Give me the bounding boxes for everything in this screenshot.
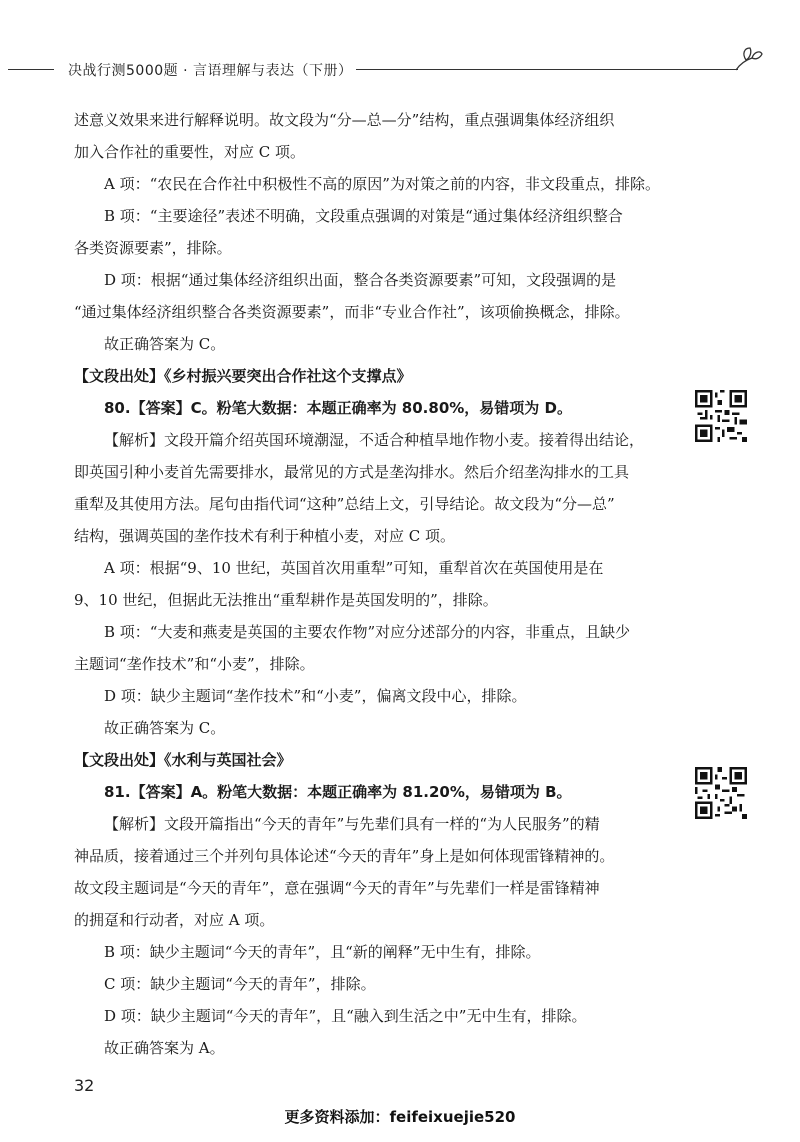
paragraph-line: 的拥趸和行动者，对应 A 项。 bbox=[74, 911, 275, 929]
paragraph-line: 重犁及其使用方法。尾句由指代词“这种”总结上文，引导结论。故文段为“分—总” bbox=[74, 495, 615, 513]
paragraph-line: 述意义效果来进行解释说明。故文段为“分—总—分”结构，重点强调集体经济组织 bbox=[74, 111, 615, 129]
qr-code-icon[interactable] bbox=[695, 767, 747, 819]
question-81-explanation: 【解析】文段开篇指出“今天的青年”与先辈们具有一样的“为人民服务”的精 bbox=[104, 815, 600, 833]
option-b-analysis: B 项：“主要途径”表述不明确，文段重点强调的对策是“通过集体经济组织整合 bbox=[104, 207, 623, 225]
paragraph-line: 各类资源要素”，排除。 bbox=[74, 239, 232, 257]
source-citation: 【文段出处】《乡村振兴要突出合作社这个支撑点》 bbox=[74, 367, 412, 385]
option-c-analysis: C 项：缺少主题词“今天的青年”，排除。 bbox=[104, 975, 376, 993]
correct-answer-line: 故正确答案为 A。 bbox=[104, 1039, 225, 1057]
header-rule-left bbox=[8, 69, 54, 70]
option-d-analysis: D 项：缺少主题词“垄作技术”和“小麦”，偏离文段中心，排除。 bbox=[104, 687, 527, 705]
running-header bbox=[8, 58, 788, 80]
correct-answer-line: 故正确答案为 C。 bbox=[104, 719, 226, 737]
paragraph-line: 结构，强调英国的垄作技术有利于种植小麦，对应 C 项。 bbox=[74, 527, 456, 545]
paragraph-line: 主题词“垄作技术”和“小麦”，排除。 bbox=[74, 655, 315, 673]
correct-answer-line: 故正确答案为 C。 bbox=[104, 335, 226, 353]
header-rule-right bbox=[356, 69, 738, 70]
sprout-icon bbox=[730, 40, 764, 74]
footer-note: 更多资料添加：feifeixuejie520 bbox=[284, 1108, 516, 1126]
paragraph-line: 故文段主题词是“今天的青年”，意在强调“今天的青年”与先辈们一样是雷锋精神 bbox=[74, 879, 600, 897]
paragraph-line: 即英国引种小麦首先需要排水，最常见的方式是垄沟排水。然后介绍垄沟排水的工具 bbox=[74, 463, 630, 481]
paragraph-line: 加入合作社的重要性，对应 C 项。 bbox=[74, 143, 306, 161]
question-80-answer: 80.【答案】C。粉笔大数据：本题正确率为 80.80%，易错项为 D。 bbox=[104, 399, 572, 417]
page-body bbox=[74, 104, 674, 1064]
paragraph-line: 神品质，接着通过三个并列句具体论述“今天的青年”身上是如何体现雷锋精神的。 bbox=[74, 847, 615, 865]
book-title: 决战行测5000题 · 言语理解与表达（下册） bbox=[68, 63, 353, 79]
question-80-explanation: 【解析】文段开篇介绍英国环境潮湿，不适合种植旱地作物小麦。接着得出结论， bbox=[104, 431, 645, 449]
source-citation: 【文段出处】《水利与英国社会》 bbox=[74, 751, 292, 769]
option-b-analysis: B 项：“大麦和燕麦是英国的主要农作物”对应分述部分的内容，非重点，且缺少 bbox=[104, 623, 631, 641]
option-a-analysis: A 项：“农民在合作社中积极性不高的原因”为对策之前的内容，非文段重点，排除。 bbox=[104, 175, 660, 193]
option-a-analysis: A 项：根据“9、10 世纪，英国首次用重犁”可知，重犁首次在英国使用是在 bbox=[104, 559, 604, 577]
question-81-answer: 81.【答案】A。粉笔大数据：本题正确率为 81.20%，易错项为 B。 bbox=[104, 783, 572, 801]
page-number: 32 bbox=[74, 1076, 95, 1095]
option-b-analysis: B 项：缺少主题词“今天的青年”，且“新的阐释”无中生有，排除。 bbox=[104, 943, 541, 961]
option-d-analysis: D 项：根据“通过集体经济组织出面，整合各类资源要素”可知，文段强调的是 bbox=[104, 271, 617, 289]
qr-code-icon[interactable] bbox=[695, 390, 747, 442]
paragraph-line: 9、10 世纪，但据此无法推出“重犁耕作是英国发明的”，排除。 bbox=[74, 591, 498, 609]
option-d-analysis: D 项：缺少主题词“今天的青年”，且“融入到生活之中”无中生有，排除。 bbox=[104, 1007, 587, 1025]
paragraph-line: “通过集体经济组织整合各类资源要素”，而非“专业合作社”，该项偷换概念，排除。 bbox=[74, 303, 630, 321]
